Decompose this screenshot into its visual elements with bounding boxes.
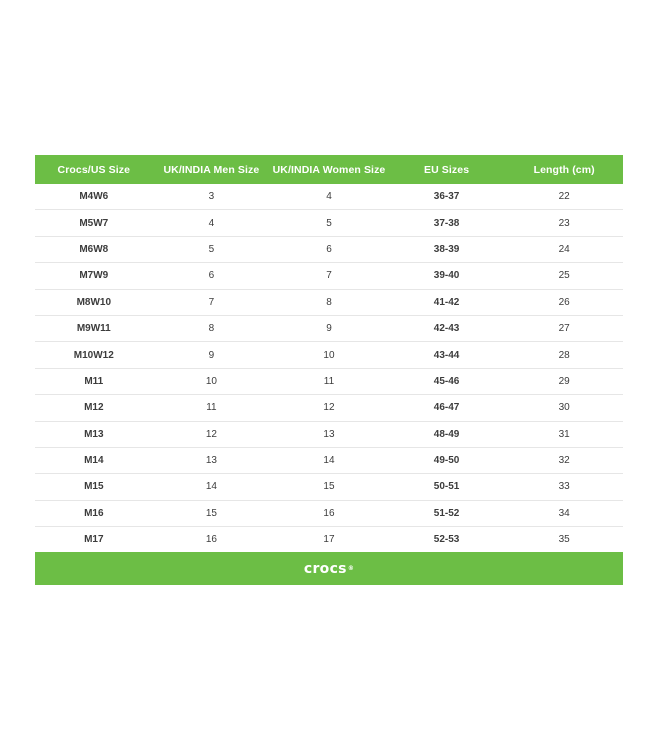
cell-length-cm: 26: [505, 289, 623, 315]
cell-crocs-us-size: M17: [84, 534, 104, 546]
cell-length-cm: 28: [505, 342, 623, 368]
table-row: [35, 263, 623, 289]
column-header-crocs-us-size: Crocs/US Size: [35, 155, 153, 184]
cell-uk-india-men-size: 10: [153, 368, 271, 394]
cell-crocs-us-size: M4W6: [35, 184, 153, 210]
table-row: [35, 315, 623, 341]
column-header-length-cm: Length (cm): [505, 155, 623, 184]
table-row: [35, 184, 623, 210]
cell-uk-india-women-size: 8: [270, 289, 388, 315]
cell-eu-sizes: 36-37: [388, 184, 506, 210]
cell-uk-india-women-size: 16: [270, 500, 388, 526]
size-chart-container: [35, 155, 623, 585]
brand-footer-bar: [35, 552, 623, 585]
cell-crocs-us-size: M16: [35, 500, 153, 526]
cell-length-cm: 33: [505, 474, 623, 500]
cell-length-cm: 29: [505, 368, 623, 394]
cell-eu-sizes: 51-52: [388, 500, 506, 526]
cell-eu-sizes: 49-50: [388, 447, 506, 473]
table-row: [35, 527, 623, 553]
cell-uk-india-men-size: 13: [153, 447, 271, 473]
table-row: [35, 447, 623, 473]
cell-uk-india-men-size: 8: [153, 315, 271, 341]
column-header-uk-india-men-size: UK/INDIA Men Size: [153, 155, 271, 184]
table-row: [35, 289, 623, 315]
cell-uk-india-women-size: 10: [270, 342, 388, 368]
cell-length-cm: 30: [505, 395, 623, 421]
crocs-logo-text: crocs: [303, 560, 347, 577]
trademark-icon: ®: [347, 564, 355, 572]
cell-length-cm: 31: [505, 421, 623, 447]
cell-eu-sizes: 46-47: [388, 395, 506, 421]
cell-crocs-us-size: M6W8: [35, 236, 153, 262]
cell-uk-india-men-size: 14: [153, 474, 271, 500]
cell-length-cm: 23: [505, 210, 623, 236]
cell-crocs-us-size: M8W10: [35, 289, 153, 315]
table-row: [35, 342, 623, 368]
cell-uk-india-women-size: 11: [270, 368, 388, 394]
cell-uk-india-women-size: 15: [270, 474, 388, 500]
cell-crocs-us-size: M13: [35, 421, 153, 447]
cell-eu-sizes: 52-53: [433, 534, 460, 546]
table-row: [35, 236, 623, 262]
table-row: [35, 474, 623, 500]
cell-uk-india-men-size: 4: [153, 210, 271, 236]
cell-uk-india-women-size: 12: [270, 395, 388, 421]
cell-uk-india-men-size: 7: [153, 289, 271, 315]
cell-crocs-us-size: M5W7: [35, 210, 153, 236]
cell-uk-india-men-size: 16: [205, 534, 217, 546]
cell-eu-sizes: 41-42: [388, 289, 506, 315]
table-header: [35, 155, 623, 184]
cell-uk-india-women-size: 6: [270, 236, 388, 262]
table-header-row: [35, 155, 623, 184]
cell-crocs-us-size: M7W9: [35, 263, 153, 289]
cell-length-cm: 22: [505, 184, 623, 210]
cell-uk-india-men-size: 12: [153, 421, 271, 447]
cell-length-cm: 24: [505, 236, 623, 262]
table-row: [35, 210, 623, 236]
cell-uk-india-men-size: 6: [153, 263, 271, 289]
cell-uk-india-women-size: 13: [270, 421, 388, 447]
cell-eu-sizes: 39-40: [388, 263, 506, 289]
cell-eu-sizes: 43-44: [388, 342, 506, 368]
cell-uk-india-women-size: 9: [270, 315, 388, 341]
size-chart-table: [35, 155, 623, 552]
cell-eu-sizes: 38-39: [388, 236, 506, 262]
cell-uk-india-women-size: 5: [270, 210, 388, 236]
column-header-uk-india-women-size: UK/INDIA Women Size: [270, 155, 388, 184]
cell-crocs-us-size: M10W12: [35, 342, 153, 368]
column-header-eu-sizes: EU Sizes: [388, 155, 506, 184]
cell-uk-india-women-size: 4: [270, 184, 388, 210]
cell-uk-india-men-size: 15: [153, 500, 271, 526]
cell-uk-india-women-size: 14: [270, 447, 388, 473]
cell-crocs-us-size: M15: [35, 474, 153, 500]
crocs-logo: [304, 561, 354, 577]
cell-eu-sizes: 42-43: [388, 315, 506, 341]
cell-crocs-us-size: M11: [35, 368, 153, 394]
table-row: [35, 368, 623, 394]
cell-uk-india-men-size: 5: [153, 236, 271, 262]
cell-length-cm: 27: [505, 315, 623, 341]
cell-length-cm: 32: [505, 447, 623, 473]
cell-crocs-us-size: M9W11: [35, 315, 153, 341]
cell-eu-sizes: 50-51: [388, 474, 506, 500]
cell-uk-india-men-size: 3: [153, 184, 271, 210]
table-body: [35, 184, 623, 552]
cell-crocs-us-size: M14: [35, 447, 153, 473]
cell-length-cm: 25: [505, 263, 623, 289]
cell-eu-sizes: 45-46: [388, 368, 506, 394]
cell-uk-india-men-size: 11: [153, 395, 271, 421]
cell-uk-india-men-size: 9: [153, 342, 271, 368]
cell-eu-sizes: 37-38: [388, 210, 506, 236]
cell-uk-india-women-size: 17: [323, 534, 335, 546]
table-row: [35, 421, 623, 447]
table-row: [35, 395, 623, 421]
table-row: [35, 500, 623, 526]
cell-crocs-us-size: M12: [35, 395, 153, 421]
cell-length-cm: 34: [505, 500, 623, 526]
cell-uk-india-women-size: 7: [270, 263, 388, 289]
cell-length-cm: 35: [558, 534, 570, 546]
cell-eu-sizes: 48-49: [388, 421, 506, 447]
